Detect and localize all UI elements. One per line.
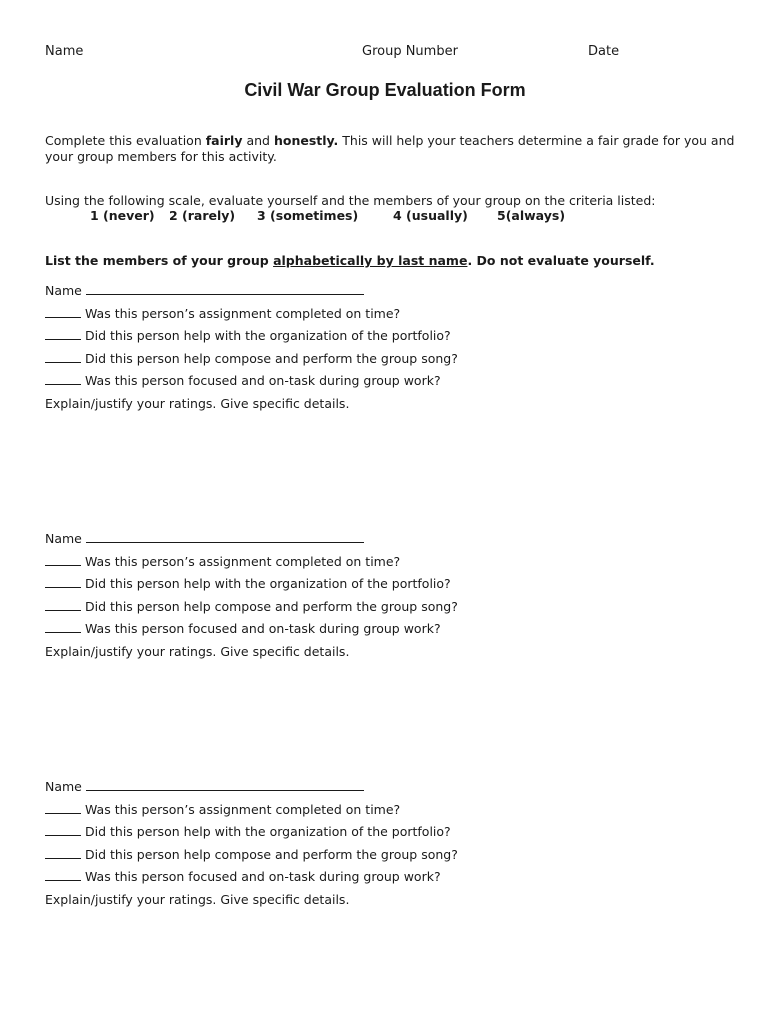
intro-part3: This will help your teachers determine a fair grade for you and xyxy=(338,133,735,148)
question-row[interactable] xyxy=(45,373,441,388)
scale-item-sometimes: 3 (sometimes) xyxy=(257,208,359,223)
rating-blank[interactable] xyxy=(45,803,81,814)
instruction-prefix: List the members of your group xyxy=(45,253,274,268)
scale-item-never: 1 (never) xyxy=(90,208,155,223)
rating-blank[interactable] xyxy=(45,577,81,588)
instruction-line xyxy=(45,253,655,268)
question-text: Did this person help with the organization of the portfolio? xyxy=(85,824,451,839)
member-name-field[interactable] xyxy=(45,779,364,794)
question-row[interactable] xyxy=(45,554,400,569)
intro-paragraph xyxy=(45,133,734,165)
question-text: Was this person focused and on-task during group work? xyxy=(85,373,441,388)
member-name-line[interactable] xyxy=(86,284,364,295)
scale-item-rarely: 2 (rarely) xyxy=(169,208,236,223)
intro-part2: and xyxy=(242,133,274,148)
question-row[interactable] xyxy=(45,802,400,817)
member-name-label: Name xyxy=(45,283,82,298)
instruction-underlined: alphabetically by last name xyxy=(273,253,468,268)
rating-blank[interactable] xyxy=(45,848,81,859)
intro-bold-fairly: fairly xyxy=(205,133,243,148)
member-name-label: Name xyxy=(45,779,82,794)
scale-intro: Using the following scale, evaluate yourself and the members of your group on the criteria listed: xyxy=(45,193,656,208)
question-text: Was this person’s assignment completed on time? xyxy=(85,306,401,321)
member-name-line[interactable] xyxy=(86,780,364,791)
question-text: Was this person’s assignment completed on time? xyxy=(85,802,401,817)
rating-blank[interactable] xyxy=(45,307,81,318)
name-header-label: Name xyxy=(45,44,84,59)
question-row[interactable] xyxy=(45,869,441,884)
intro-part1: Complete this evaluation xyxy=(45,133,206,148)
member-name-line[interactable] xyxy=(86,532,364,543)
rating-blank[interactable] xyxy=(45,329,81,340)
question-row[interactable] xyxy=(45,599,458,614)
question-row[interactable] xyxy=(45,351,458,366)
scale-item-usually: 4 (usually) xyxy=(393,208,468,223)
rating-blank[interactable] xyxy=(45,374,81,385)
question-text: Was this person focused and on-task during group work? xyxy=(85,621,441,636)
question-text: Did this person help with the organization of the portfolio? xyxy=(85,328,451,343)
instruction-suffix: . Do not evaluate yourself. xyxy=(467,253,655,268)
intro-line2: your group members for this activity. xyxy=(45,149,277,164)
question-row[interactable] xyxy=(45,621,441,636)
question-text: Did this person help with the organization of the portfolio? xyxy=(85,576,451,591)
rating-blank[interactable] xyxy=(45,622,81,633)
question-row[interactable] xyxy=(45,306,400,321)
explain-prompt: Explain/justify your ratings. Give specific details. xyxy=(45,644,350,659)
question-row[interactable] xyxy=(45,328,451,343)
member-name-label: Name xyxy=(45,531,82,546)
page-title: Civil War Group Evaluation Form xyxy=(244,80,526,100)
rating-blank[interactable] xyxy=(45,600,81,611)
question-text: Did this person help compose and perform the group song? xyxy=(85,847,458,862)
explain-prompt: Explain/justify your ratings. Give specific details. xyxy=(45,892,350,907)
question-row[interactable] xyxy=(45,847,458,862)
group-number-header-label: Group Number xyxy=(362,44,458,59)
member-name-field[interactable] xyxy=(45,531,364,546)
rating-blank[interactable] xyxy=(45,555,81,566)
rating-blank[interactable] xyxy=(45,870,81,881)
member-name-field[interactable] xyxy=(45,283,364,298)
explain-prompt: Explain/justify your ratings. Give specific details. xyxy=(45,396,350,411)
scale-item-always: 5(always) xyxy=(497,208,566,223)
question-text: Did this person help compose and perform the group song? xyxy=(85,599,458,614)
intro-bold-honestly: honestly. xyxy=(273,133,339,148)
question-text: Did this person help compose and perform the group song? xyxy=(85,351,458,366)
rating-blank[interactable] xyxy=(45,825,81,836)
rating-blank[interactable] xyxy=(45,352,81,363)
question-row[interactable] xyxy=(45,576,451,591)
question-row[interactable] xyxy=(45,824,451,839)
question-text: Was this person’s assignment completed on time? xyxy=(85,554,401,569)
date-header-label: Date xyxy=(588,44,620,59)
question-text: Was this person focused and on-task during group work? xyxy=(85,869,441,884)
